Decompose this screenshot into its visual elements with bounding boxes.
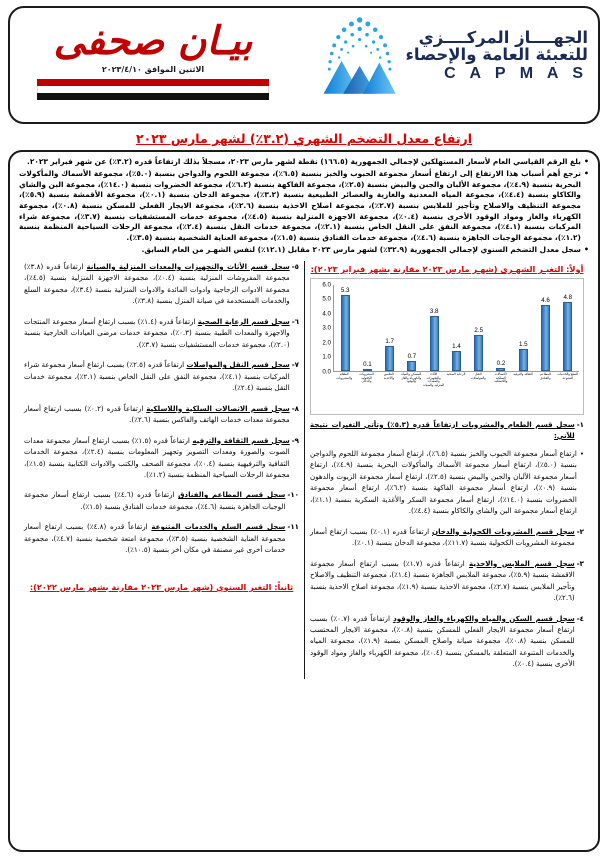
- chart-y-tick: 5.0: [322, 295, 331, 303]
- monthly-change-chart: [310, 278, 584, 415]
- section-body: [310, 419, 575, 442]
- chart-bar: [496, 368, 505, 371]
- intro-section: [19, 157, 589, 256]
- section-sub-bullet: [310, 448, 584, 517]
- chart-title: أولاً: التغيـر الشهـرى (شهـر مارس ٢٠٢٣ مقارنة بشهر فبراير ٢٠٢٣):: [310, 263, 584, 274]
- chart-y-tick: 2.0: [322, 339, 331, 347]
- chart-bar-value: 0.2: [496, 359, 506, 367]
- section-text: ارتفاعاً قدره (١.٤٪) بسبب ارتفاع أسعار مجموعة المنتجات والاجهزة والمعدات الطبية بنسبة (٠.٣٪)، مجموعة خدمات مرضى العيادات الخارجية بنسبة (٢.٠٪)، مجموعة خدمات المستشفيات بنسبة (٣.٧٪).: [24, 316, 290, 349]
- chart-bar-value: 0.7: [407, 352, 417, 360]
- section-heading: سجل قسم النقل والمواصلات: [186, 360, 290, 370]
- section-item: [24, 403, 299, 426]
- chart-bar-cell: [334, 285, 356, 371]
- page-title: ارتفاع معدل التضخم الشهري (٣.٢٪) لشهر مارس ٢٠٢٣: [135, 131, 473, 146]
- section-heading: سجل قسم السلع والخدمات المتنوعة: [151, 522, 286, 532]
- chart-bar-cell: [445, 285, 467, 371]
- section-text: ارتفاعاً قدره (٠.٢٪) بسبب ارتفاع أسعار مجموعة معدات خدمات الهاتف والفاكس بنسبة (٢.٦٪).: [24, 403, 290, 425]
- intro-text: ترجع أهم أسباب هذا الارتفاع إلى ارتفاع أسعار مجموعة الحبوب والخبز بنسبة (٦.٥٪)، مجموعة اللحوم والدواجن بنسبة (٥.٠٪)، مجموعة الأسماك والمأكولات البحرية بنسبة (٤.٩٪)، مجموعة الألبان والجبن والبيض بنسبة (٢.٥٪)، مجموعة الفاكهة بنسبة (٦.٢٪)، مجموعة الخضروات بنسبة (١٤.٠٪)، مجموعة البن والشاي والكاكاو بنسبة (٤.٤٪)، مجموعة المياه المعدنية والغازية والعصائر الطبيعية بنسبة (٣.٢٪)، مجموعة الدخان بنسبة (٠.١٪)، مجموعة الأقمشة بنسبة (٥.٩٪)، مجموعة التنظيف والاصلاح وتأجير للملابس بنسبة (٢.٧٪)، مجموعة اصلاح الاحذية بنسبة (٢.٦٪)، مجموعة الايجار الفعلي للمسكن بنسبة (٠.٨٪)، مجموعة الكهرباء والغاز ومواد الوقود الأخرى بنسبة (٠.٤٪)، مجموعة الاجهزة المنزلية بنسبة (٤.٥٪)، مجموعة خدمات المستشفيات بنسبة (٣.٧٪)، مجموعة شراء المركبات بنسبة (٤.١٪)، مجموعة النفق على النقل الخاص بنسبة (٢.١٪)، مجموعة خدمات النقل بنسبة (٢.٤٪)، مجموعة الرحلات السياحية المنظمة بنسبة (١.٢٪)، مجموعة الوجبات الجاهزة بنسبة (٤.٦٪)، مجموعة خدمات الفنادق بنسبة (١.٥٪)، مجموعة العناية الشخصية بنسبة (٣.٥٪).: [19, 168, 581, 243]
- chart-bar: [474, 335, 483, 371]
- two-column-layout: [19, 261, 589, 679]
- capmas-logo: [317, 14, 588, 98]
- chart-bar: [519, 349, 528, 371]
- section-heading: سجل قسم المشروبات الكحولية والدخان: [432, 526, 575, 536]
- chart-bar-value: 1.7: [385, 338, 394, 346]
- chart-x-label: المشروبات الكحولية والدخان: [359, 371, 374, 384]
- chart-bar-value: 5.3: [340, 286, 350, 294]
- chart-bar-cell: [379, 285, 401, 371]
- section-text: ارتفاعاً قدره (٤.٨٪) بسبب ارتفاع أسعار مجموعة العناية الشخصية بنسبة (٣.٥٪)، مجموعة امتعة شخصية بنسبة (٤.٧٪)، مجموعة خدمات أخرى غير مصنفة في مكان أخر بنسبة (١٠.٥٪).: [24, 522, 286, 555]
- section-heading: سجل قسم الرعاية الصحية: [197, 316, 290, 326]
- chart-y-tick: 0.0: [322, 368, 331, 376]
- section-heading: سجل قسم المطاعم والفنادق: [178, 490, 286, 500]
- chart-x-label: المسكن والمياه والكهرباء والغاز والوقود: [401, 371, 422, 384]
- chart-bar-cell: [490, 285, 512, 371]
- chart-x-label: السلع والخدمات المتنوعة: [557, 371, 579, 380]
- chart-bar: [541, 305, 550, 371]
- section-text: ارتفاعاً قدره (١.٥٪) بسبب ارتفاع أسعار مجموعة معدات الصوت والصورة ومعدات التصوير وتجهيز المعلومات بنسبة (٢.٤٪)، مجموعة الخدمات الثقافية والترفيهية بنسبة (٠.٤٪)، مجموعة الصحف والكتب والادوات الكتابية بنسبة (١.٥٪)، مجموعة الرحلات السياحية المنظمة بنسبة (١.٢٪).: [24, 435, 290, 479]
- section-item: [24, 489, 299, 512]
- bullet-dot-icon: •: [579, 448, 584, 458]
- intro-text: بلغ الرقم القياسي العام لأسعار المستهلكين لإجمالي الجمهورية (١٦٦.٥) نقطة لشهر مارس ٢٠٢٣، مسجلاً بذلك ارتفاعاً قدره (٣.٢٪) عن شهر فبراير ٢٠٢٣.: [27, 157, 581, 166]
- section-item: [310, 613, 584, 670]
- section-heading: سجل قسم الطعام والمشروبات ارتفاعاً قدره (٥.٣٪) وتأتي التغيرات نتيجة للآتي:: [310, 419, 575, 441]
- chart-plot-area: [333, 285, 579, 372]
- chart-bar-value: 1.4: [452, 342, 461, 350]
- section-item: [310, 526, 584, 549]
- chart-y-tick: 3.0: [322, 324, 331, 332]
- chart-y-tick: 1.0: [322, 353, 331, 361]
- chart-x-label: الرعاية الصحية: [446, 371, 466, 376]
- section-number: ١٠-: [287, 490, 299, 500]
- right-column: [304, 261, 589, 679]
- chart-bar-cell: [356, 285, 378, 371]
- section-body: [310, 558, 575, 604]
- section-body: [24, 435, 290, 481]
- chart-bar: [430, 316, 439, 370]
- section-item: [310, 558, 584, 604]
- press-release-date: الاثنين الموافق ٢٠٢٣/٤/١٠: [101, 65, 205, 74]
- chart-bar: [563, 302, 572, 371]
- chart-bar: [363, 369, 372, 371]
- section-text: ارتفاعاً قدره (١.٧٪) بسبب ارتفاع أسعار مجموعة الاقمشة بنسبة (٥.٩٪)، مجموعة الملابس الجاهزة بنسبة (١.٤٪)، مجموعة التنظيف والاصلاح وتأجير الملابس بنسبة (٢.٧٪)، مجموعة الاحذية بنسبة (١.٩٪)، مجموعة اصلاح الاحذية بنسبة (٢.٦٪).: [310, 558, 575, 603]
- chart-bar-cell: [534, 285, 556, 371]
- chart-y-axis: [311, 281, 333, 376]
- section-heading: سجل قسم السكن والمياه والكهرباء والغاز والوقود: [393, 613, 575, 623]
- org-acronym: C A P M A S: [444, 65, 588, 83]
- bullet-dot-icon: •: [583, 157, 589, 166]
- section-heading: سجل قسم الثقافة والترفيه: [192, 435, 290, 445]
- press-release-title: بيـان صحفى: [53, 19, 253, 64]
- bullet-dot-icon: •: [583, 168, 589, 178]
- chart-bar: [407, 361, 416, 371]
- section-number: ٤-: [576, 613, 584, 623]
- chart-bar-value: 0.1: [363, 361, 372, 369]
- chart-bar-cell: [423, 285, 445, 371]
- intro-bullet: [19, 245, 589, 256]
- section-number: ٦-: [291, 316, 299, 326]
- chart-x-label: الثقافة والترفيه: [513, 371, 533, 376]
- section-body: [24, 261, 290, 307]
- section-text: ارتفاعاً قدره (٠.١٪) بسبب ارتفاع أسعار مجموعة المشروبات الكحولية بنسبة (١١.٧٪)، مجموعة الدخان بنسبة (٠.١٪).: [310, 526, 575, 548]
- chart-x-label: الطعام والمشروبات: [336, 371, 353, 380]
- section-heading: سجل قسم الأثاث والتجهيزات والمعدات المنزلية والصيانة: [86, 261, 290, 271]
- annual-change-title: ثانياً: التغير السنوي (شهر مارس ٢٠٢٣ مقارنة بشهر مارس ٢٠٢٢):: [29, 581, 294, 592]
- section-body: [24, 403, 290, 426]
- chart-x-label: الاتصالات السلكية واللاسلكية: [494, 371, 508, 384]
- bullet-dot-icon: •: [583, 244, 589, 254]
- section-number: ٥-: [291, 261, 299, 271]
- section-number: ٢-: [576, 526, 584, 536]
- chart-bar-value: 2.5: [474, 326, 484, 334]
- section-number: ١-: [576, 419, 584, 429]
- chart-bar: [341, 295, 350, 371]
- section-number: ١١-: [287, 522, 299, 532]
- document-header: [8, 6, 600, 124]
- chart-bars: [334, 285, 579, 371]
- org-name-line1: الجهــــاز المركــــزي: [418, 27, 588, 47]
- section-text: ارتفاعاً قدره (٠.٧٪) بسبب ارتفاع أسعار مجموعة الايجار الفعلي للمسكن بنسبة (٠.٨٪)، مجموعة الايجار المحتسب للمسكن بنسبة (٠.٨٪)، مجموعة صيانة واصلاح المسكن بنسبة (١.٩٪)، مجموعة المياه والخدمات المتنوعة المتعلقة بالمسكن بنسبة (٠.٤٪)، مجموعة الكهرباء والغاز ومواد الوقود الأخرى بنسبة (٠.٤٪).: [310, 613, 575, 669]
- chart-y-tick: 4.0: [322, 310, 331, 318]
- section-item: [310, 419, 584, 442]
- org-name-line2: للتعبئة العامة والإحصاء: [405, 45, 588, 65]
- chart-bar-cell: [557, 285, 579, 371]
- chart-bar-value: 1.5: [518, 341, 528, 349]
- capmas-emblem-icon: [317, 14, 399, 98]
- section-item: [24, 261, 299, 307]
- chart-x-axis-labels: [333, 372, 579, 414]
- section-text: ارتفاعاً قدره (٢.٥٪) بسبب ارتفاع أسعار مجموعة شراء المركبات بنسبة (٤.١٪)، مجموعة النفق على النقل الخاص بنسبة (٢.١٪)، مجموعة خدمات النقل بنسبة (٢.٤٪).: [24, 360, 290, 393]
- section-body: [310, 526, 575, 549]
- section-item: [24, 521, 299, 555]
- chart-x-label: النقل والمواصلات: [470, 371, 486, 380]
- left-column: [19, 261, 304, 679]
- section-item: [24, 316, 299, 350]
- chart-x-label: الأثاث والتجهيزات والمعدات المنزلية والصيانة: [423, 371, 445, 388]
- chart-x-label: الملابس والأحذية: [383, 371, 395, 380]
- chart-bar-value: 4.8: [563, 293, 573, 301]
- chart-x-label: المطاعم والفنادق: [539, 371, 551, 380]
- section-text: ارتفاعاً قدره (٤.٦٪) بسبب ارتفاع أسعار مجموعة الوجبات الجاهزة بنسبة (٤.٦٪)، مجموعة خدمات الفنادق بنسبة (١.٥٪).: [24, 490, 286, 511]
- intro-bullet: [19, 157, 589, 168]
- section-number: ٨-: [291, 403, 299, 413]
- chart-bar: [385, 346, 394, 370]
- section-body: [24, 521, 285, 555]
- intro-text: سجل معدل التضخم السنوي لإجمالي الجمهورية (٣٢.٩٪) لشهر مارس ٢٠٢٣ مقابل (١٢.١٪) لنفس الشهـر من العام السابق.: [141, 244, 581, 254]
- egypt-flag: [37, 79, 269, 100]
- section-number: ٧-: [291, 360, 299, 370]
- chart-bar-value: 3.8: [429, 308, 439, 316]
- chart-bar-cell: [401, 285, 423, 371]
- chart-bar-cell: [512, 285, 534, 371]
- section-body: [310, 613, 575, 670]
- chart-bar-value: 4.6: [541, 296, 550, 304]
- section-heading: سجل قسم الاتصالات السلكية واللاسلكية: [146, 403, 290, 413]
- chart-y-tick: 6.0: [322, 281, 331, 289]
- section-sub-text: ارتفاع أسعار مجموعة الحبوب والخبز بنسبة (٦.٥٪)، ارتفاع أسعار مجموعة اللحوم والدواجن بنسبة (٥.٠٪)، ارتفاع أسعار مجموعة الأسماك والمأكولات البحرية بنسبة (٤.٩٪)، ارتفاع أسعار مجموعة الألبان والجبن والبيض بنسبة (٢.٥٪)، ارتفاع أسعار مجموعة الزيوت والدهون بنسبة (٠.٩٪)، ارتفاع أسعار مجموعة الفاكهة بنسبة (٦.٢٪)، ارتفاع أسعار مجموعة الخضروات بنسبة (١٤.٠٪)، ارتفاع أسعار مجموعة السكر والأغذية السكرية بنسبة (١.١٪)، ارتفاع أسعار مجموعة البن والشاي والكاكاو بنسبة (٤.٤٪).: [310, 448, 577, 516]
- section-text: ارتفاعاً قدره (٣.٨٪) مجموعة المفروشات المنزلية بنسبة (٠.٤٪)، مجموعة الاجهزة المنزلية بنسبة (٤.٥٪)، مجموعة الادوات الزجاجية وادوات المائدة والادوات المنزلية بنسبة (٣.٤٪)، مجموعة السلع والخدمات المستخدمة في صيانة المنزل بنسبة (٣.٨٪).: [24, 261, 290, 306]
- section-body: [24, 489, 285, 512]
- chart-bar: [452, 351, 461, 371]
- intro-bullet: [19, 169, 589, 244]
- section-body: [24, 316, 290, 350]
- section-body: [24, 359, 290, 393]
- chart-bar-cell: [468, 285, 490, 371]
- section-number: ٣-: [576, 558, 584, 568]
- document-body: [8, 150, 600, 852]
- press-release-banner: [28, 19, 278, 100]
- section-number: ٩-: [291, 435, 299, 445]
- section-item: [24, 435, 299, 481]
- section-item: [24, 359, 299, 393]
- section-heading: سجل قسم الملابس والاحذية: [469, 558, 575, 568]
